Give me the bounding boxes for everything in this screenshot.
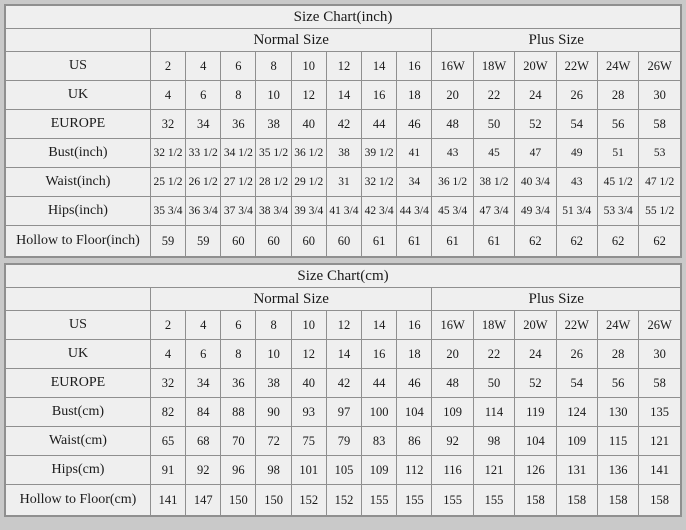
cell: 26 1/2 xyxy=(186,168,221,197)
cell: 40 xyxy=(291,110,326,139)
cell: 75 xyxy=(291,427,326,456)
cell: 147 xyxy=(186,485,221,516)
cell: 36 1/2 xyxy=(432,168,473,197)
cell: 32 1/2 xyxy=(150,139,185,168)
cell: 45 1/2 xyxy=(597,168,638,197)
cell: 26W xyxy=(639,311,681,340)
group-header-plus-size: Plus Size xyxy=(432,29,681,52)
cell: 44 xyxy=(362,369,397,398)
cell: 48 xyxy=(432,110,473,139)
cell: 36 xyxy=(221,369,256,398)
cell: 39 3/4 xyxy=(291,197,326,226)
cell: 25 1/2 xyxy=(150,168,185,197)
cell: 60 xyxy=(326,226,361,257)
cell: 158 xyxy=(639,485,681,516)
table-row xyxy=(6,369,681,398)
cell: 40 xyxy=(291,369,326,398)
cell: 61 xyxy=(362,226,397,257)
cell: 105 xyxy=(326,456,361,485)
row-label: Waist(inch) xyxy=(6,168,151,197)
cell: 22 xyxy=(473,81,514,110)
cell: 158 xyxy=(515,485,556,516)
cell: 35 3/4 xyxy=(150,197,185,226)
cell: 38 xyxy=(256,110,291,139)
cell: 30 xyxy=(639,81,681,110)
row-label: Bust(cm) xyxy=(6,398,151,427)
row-label: EUROPE xyxy=(6,110,151,139)
cell: 116 xyxy=(432,456,473,485)
cell: 72 xyxy=(256,427,291,456)
cell: 10 xyxy=(291,311,326,340)
cell: 61 xyxy=(397,226,432,257)
cell: 141 xyxy=(639,456,681,485)
cell: 8 xyxy=(221,340,256,369)
row-label: Hollow to Floor(cm) xyxy=(6,485,151,516)
cell: 10 xyxy=(291,52,326,81)
cell: 36 xyxy=(221,110,256,139)
table-row xyxy=(6,139,681,168)
cell: 20W xyxy=(515,52,556,81)
cell: 16 xyxy=(362,81,397,110)
cell: 34 1/2 xyxy=(221,139,256,168)
cell: 58 xyxy=(639,110,681,139)
row-label: Bust(inch) xyxy=(6,139,151,168)
cell: 31 xyxy=(326,168,361,197)
table-row xyxy=(6,311,681,340)
cell: 54 xyxy=(556,110,597,139)
row-label: UK xyxy=(6,340,151,369)
cell: 90 xyxy=(256,398,291,427)
cell: 10 xyxy=(256,340,291,369)
table-row xyxy=(6,226,681,257)
cell: 38 xyxy=(326,139,361,168)
cell: 16 xyxy=(397,52,432,81)
chart-title: Size Chart(inch) xyxy=(6,6,681,29)
cell: 86 xyxy=(397,427,432,456)
cell: 59 xyxy=(186,226,221,257)
row-label: Waist(cm) xyxy=(6,427,151,456)
cell: 58 xyxy=(639,369,681,398)
cell: 49 3/4 xyxy=(515,197,556,226)
cell: 26 xyxy=(556,340,597,369)
cell: 98 xyxy=(256,456,291,485)
cell: 44 3/4 xyxy=(397,197,432,226)
row-label: Hollow to Floor(inch) xyxy=(6,226,151,257)
cell: 47 xyxy=(515,139,556,168)
cell: 40 3/4 xyxy=(515,168,556,197)
cell: 38 1/2 xyxy=(473,168,514,197)
cell: 48 xyxy=(432,369,473,398)
cell: 42 3/4 xyxy=(362,197,397,226)
cell: 43 xyxy=(432,139,473,168)
cell: 8 xyxy=(256,52,291,81)
cell: 130 xyxy=(597,398,638,427)
cell: 41 xyxy=(397,139,432,168)
cell: 150 xyxy=(256,485,291,516)
cell: 62 xyxy=(556,226,597,257)
cell: 45 xyxy=(473,139,514,168)
table-row xyxy=(6,340,681,369)
cell: 14 xyxy=(362,52,397,81)
cell: 54 xyxy=(556,369,597,398)
cell: 12 xyxy=(291,81,326,110)
group-header-normal-size: Normal Size xyxy=(150,288,432,311)
cell: 155 xyxy=(362,485,397,516)
size-chart-cm-body xyxy=(6,265,681,516)
row-label: US xyxy=(6,52,151,81)
cell: 158 xyxy=(597,485,638,516)
cell: 36 1/2 xyxy=(291,139,326,168)
cell: 12 xyxy=(291,340,326,369)
table-row xyxy=(6,456,681,485)
cell: 14 xyxy=(326,340,361,369)
cell: 92 xyxy=(432,427,473,456)
cell: 51 3/4 xyxy=(556,197,597,226)
size-chart-inch-table xyxy=(5,5,681,257)
cell: 18W xyxy=(473,52,514,81)
cell: 55 1/2 xyxy=(639,197,681,226)
cell: 34 xyxy=(186,369,221,398)
cell: 12 xyxy=(326,52,361,81)
cell: 22W xyxy=(556,311,597,340)
cell: 26W xyxy=(639,52,681,81)
cell: 109 xyxy=(556,427,597,456)
cell: 28 xyxy=(597,340,638,369)
cell: 47 1/2 xyxy=(639,168,681,197)
cell: 4 xyxy=(186,311,221,340)
cell: 6 xyxy=(186,340,221,369)
cell: 60 xyxy=(291,226,326,257)
cell: 88 xyxy=(221,398,256,427)
cell: 6 xyxy=(221,311,256,340)
cell: 6 xyxy=(221,52,256,81)
cell: 38 3/4 xyxy=(256,197,291,226)
cell: 60 xyxy=(256,226,291,257)
cell: 70 xyxy=(221,427,256,456)
cell: 39 1/2 xyxy=(362,139,397,168)
cell: 28 xyxy=(597,81,638,110)
table-row xyxy=(6,427,681,456)
cell: 61 xyxy=(473,226,514,257)
cell: 65 xyxy=(150,427,185,456)
table-row xyxy=(6,485,681,516)
group-row xyxy=(6,288,681,311)
cell: 29 1/2 xyxy=(291,168,326,197)
cell: 155 xyxy=(432,485,473,516)
cell: 51 xyxy=(597,139,638,168)
cell: 121 xyxy=(473,456,514,485)
row-label: Hips(cm) xyxy=(6,456,151,485)
cell: 35 1/2 xyxy=(256,139,291,168)
cell: 109 xyxy=(432,398,473,427)
cell: 126 xyxy=(515,456,556,485)
row-label: US xyxy=(6,311,151,340)
cell: 136 xyxy=(597,456,638,485)
cell: 83 xyxy=(362,427,397,456)
cell: 100 xyxy=(362,398,397,427)
cell: 33 1/2 xyxy=(186,139,221,168)
cell: 158 xyxy=(556,485,597,516)
group-header-normal-size: Normal Size xyxy=(150,29,432,52)
cell: 79 xyxy=(326,427,361,456)
cell: 20 xyxy=(432,81,473,110)
title-row xyxy=(6,6,681,29)
cell: 2 xyxy=(150,52,185,81)
cell: 114 xyxy=(473,398,514,427)
chart-title: Size Chart(cm) xyxy=(6,265,681,288)
cell: 18 xyxy=(397,81,432,110)
cell: 32 xyxy=(150,110,185,139)
table-row xyxy=(6,398,681,427)
table-row xyxy=(6,81,681,110)
cell: 98 xyxy=(473,427,514,456)
cell: 119 xyxy=(515,398,556,427)
cell: 44 xyxy=(362,110,397,139)
cell: 68 xyxy=(186,427,221,456)
cell: 16W xyxy=(432,52,473,81)
cell: 93 xyxy=(291,398,326,427)
corner-blank-cell xyxy=(6,29,151,52)
size-chart-inch-body xyxy=(6,6,681,257)
cell: 22W xyxy=(556,52,597,81)
cell: 49 xyxy=(556,139,597,168)
cell: 91 xyxy=(150,456,185,485)
cell: 97 xyxy=(326,398,361,427)
cell: 6 xyxy=(186,81,221,110)
table-row xyxy=(6,52,681,81)
cell: 60 xyxy=(221,226,256,257)
cell: 18 xyxy=(397,340,432,369)
cell: 36 3/4 xyxy=(186,197,221,226)
cell: 28 1/2 xyxy=(256,168,291,197)
size-chart-cm xyxy=(4,263,682,517)
cell: 38 xyxy=(256,369,291,398)
cell: 41 3/4 xyxy=(326,197,361,226)
cell: 45 3/4 xyxy=(432,197,473,226)
cell: 24 xyxy=(515,81,556,110)
cell: 10 xyxy=(256,81,291,110)
cell: 124 xyxy=(556,398,597,427)
cell: 4 xyxy=(150,81,185,110)
row-label: UK xyxy=(6,81,151,110)
cell: 109 xyxy=(362,456,397,485)
cell: 26 xyxy=(556,81,597,110)
cell: 32 xyxy=(150,369,185,398)
cell: 112 xyxy=(397,456,432,485)
cell: 16W xyxy=(432,311,473,340)
cell: 46 xyxy=(397,110,432,139)
cell: 104 xyxy=(515,427,556,456)
cell: 16 xyxy=(362,340,397,369)
cell: 30 xyxy=(639,340,681,369)
cell: 27 1/2 xyxy=(221,168,256,197)
cell: 115 xyxy=(597,427,638,456)
cell: 43 xyxy=(556,168,597,197)
title-row xyxy=(6,265,681,288)
group-row xyxy=(6,29,681,52)
cell: 24W xyxy=(597,52,638,81)
cell: 14 xyxy=(326,81,361,110)
cell: 14 xyxy=(362,311,397,340)
cell: 32 1/2 xyxy=(362,168,397,197)
cell: 56 xyxy=(597,369,638,398)
cell: 37 3/4 xyxy=(221,197,256,226)
cell: 4 xyxy=(186,52,221,81)
cell: 53 xyxy=(639,139,681,168)
cell: 46 xyxy=(397,369,432,398)
cell: 155 xyxy=(397,485,432,516)
cell: 53 3/4 xyxy=(597,197,638,226)
cell: 16 xyxy=(397,311,432,340)
cell: 4 xyxy=(150,340,185,369)
cell: 34 xyxy=(397,168,432,197)
cell: 24 xyxy=(515,340,556,369)
corner-blank-cell xyxy=(6,288,151,311)
cell: 131 xyxy=(556,456,597,485)
cell: 52 xyxy=(515,110,556,139)
cell: 8 xyxy=(256,311,291,340)
cell: 52 xyxy=(515,369,556,398)
cell: 101 xyxy=(291,456,326,485)
cell: 34 xyxy=(186,110,221,139)
group-header-plus-size: Plus Size xyxy=(432,288,681,311)
cell: 82 xyxy=(150,398,185,427)
cell: 42 xyxy=(326,369,361,398)
cell: 152 xyxy=(291,485,326,516)
cell: 59 xyxy=(150,226,185,257)
row-label: Hips(inch) xyxy=(6,197,151,226)
cell: 42 xyxy=(326,110,361,139)
cell: 50 xyxy=(473,369,514,398)
cell: 155 xyxy=(473,485,514,516)
cell: 104 xyxy=(397,398,432,427)
cell: 150 xyxy=(221,485,256,516)
cell: 47 3/4 xyxy=(473,197,514,226)
cell: 56 xyxy=(597,110,638,139)
cell: 135 xyxy=(639,398,681,427)
cell: 141 xyxy=(150,485,185,516)
table-row xyxy=(6,168,681,197)
cell: 92 xyxy=(186,456,221,485)
cell: 62 xyxy=(515,226,556,257)
cell: 20W xyxy=(515,311,556,340)
cell: 20 xyxy=(432,340,473,369)
cell: 50 xyxy=(473,110,514,139)
cell: 62 xyxy=(597,226,638,257)
cell: 152 xyxy=(326,485,361,516)
cell: 84 xyxy=(186,398,221,427)
cell: 62 xyxy=(639,226,681,257)
cell: 121 xyxy=(639,427,681,456)
cell: 96 xyxy=(221,456,256,485)
cell: 22 xyxy=(473,340,514,369)
cell: 2 xyxy=(150,311,185,340)
size-chart-inch xyxy=(4,4,682,258)
table-row xyxy=(6,110,681,139)
cell: 8 xyxy=(221,81,256,110)
cell: 24W xyxy=(597,311,638,340)
size-chart-cm-table xyxy=(5,264,681,516)
cell: 61 xyxy=(432,226,473,257)
cell: 18W xyxy=(473,311,514,340)
table-row xyxy=(6,197,681,226)
row-label: EUROPE xyxy=(6,369,151,398)
cell: 12 xyxy=(326,311,361,340)
